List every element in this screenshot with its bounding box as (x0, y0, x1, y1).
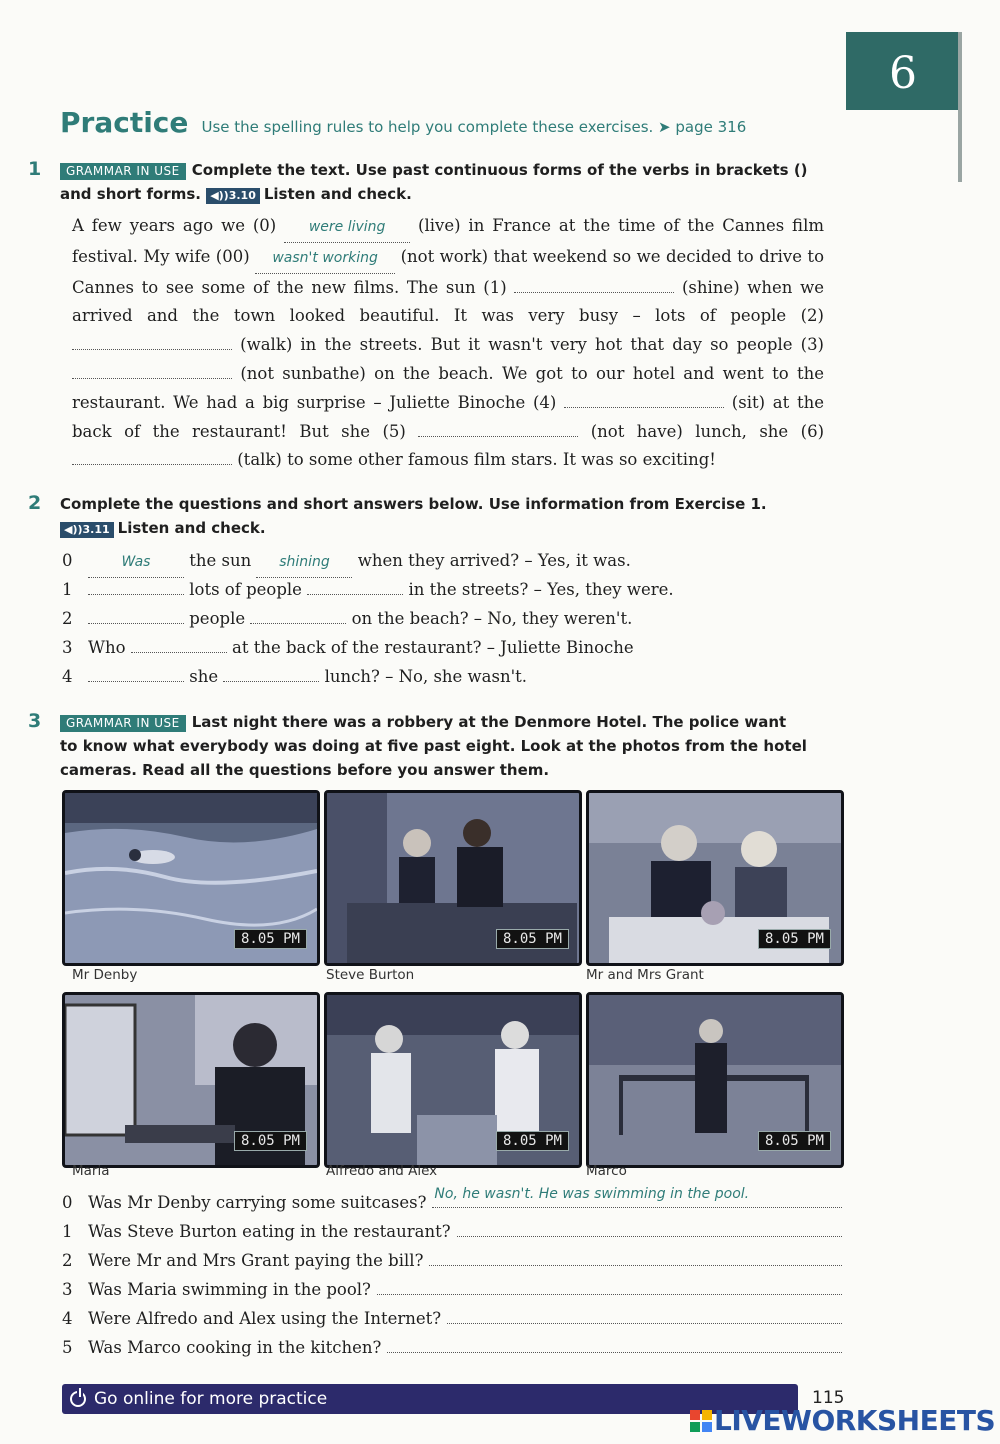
exercise-1-text (72, 212, 824, 475)
answer-text: No, he wasn't. He was swimming in the pool. (434, 1186, 750, 1202)
photo-caption: Mr and Mrs Grant (586, 967, 704, 983)
item-number: 3 (62, 638, 73, 657)
item-number: 3 (62, 1280, 73, 1299)
timestamp-display: 8.05 PM (758, 929, 831, 949)
answer-field[interactable] (447, 1305, 842, 1324)
text-segment: (sit) at the back of the restaurant! But she (5) (72, 392, 824, 441)
question-row (62, 633, 842, 662)
photo-swimming-pool (62, 790, 320, 966)
text-segment: when they arrived? – Yes, it was. (352, 551, 631, 570)
liveworksheets-logo (690, 1404, 995, 1437)
text-segment: (live) in France at the time of the Cannes film festival. My wife (00) (72, 216, 824, 266)
text-segment: (not work) that weekend so we decided to drive to Cannes to see some of the new films. The sun (1) (72, 246, 824, 297)
answer-field[interactable] (307, 594, 403, 595)
photo-caption: Maria (72, 1163, 110, 1179)
answer-field[interactable]: Was (88, 548, 184, 578)
text-segment: lunch? – No, she wasn't. (319, 667, 528, 686)
photo-computer (62, 992, 320, 1168)
exercise-2-questions (62, 546, 842, 691)
exercise-number: 2 (28, 492, 42, 514)
exercise-3-instruction-2: to know what everybody was doing at five past eight. Look at the photos from the hotel (60, 737, 807, 755)
answer-field[interactable] (88, 623, 184, 624)
item-number: 5 (62, 1338, 73, 1357)
exercise-1-instruction: Complete the text. Use past continuous forms of the verbs in brackets () (191, 161, 808, 179)
answer-field-6[interactable] (72, 464, 232, 465)
photo-caption: Alfredo and Alex (326, 1163, 438, 1179)
timestamp-display: 8.05 PM (234, 929, 307, 949)
photo-kitchen (324, 992, 582, 1168)
answer-field[interactable] (432, 1186, 842, 1208)
listen-and-check: Listen and check. (263, 185, 412, 203)
exercise-3-questions (62, 1188, 842, 1362)
question-text: Was Marco cooking in the kitchen? (88, 1338, 382, 1357)
power-icon (70, 1391, 86, 1407)
exercise-1-heading (28, 158, 838, 206)
go-online-banner[interactable] (62, 1384, 798, 1414)
item-number: 1 (62, 580, 73, 599)
photo-restaurant (586, 790, 844, 966)
grammar-in-use-badge: GRAMMAR IN USE (60, 715, 186, 732)
answer-field-0[interactable]: were living (284, 213, 410, 243)
question-row (62, 1275, 842, 1304)
exercise-number: 1 (28, 158, 42, 180)
exercise-number: 3 (28, 710, 42, 732)
answer-field[interactable] (387, 1334, 842, 1353)
text-segment: on the beach? – No, they weren't. (346, 609, 633, 628)
item-number: 4 (62, 667, 73, 686)
text-segment: (not sunbathe) on the beach. We got to our hotel and went to the restaurant. We had a big surprise – Juliette Binoche (4) (72, 363, 824, 412)
page-spine (958, 32, 962, 182)
page-number: 115 (812, 1388, 845, 1408)
timestamp-display: 8.05 PM (234, 1131, 307, 1151)
text-segment: (not have) lunch, she (6) (578, 421, 825, 441)
unit-number-tab: 6 (846, 32, 960, 110)
text-segment: she (184, 667, 224, 686)
question-row (62, 662, 842, 691)
exercise-2-instruction: Complete the questions and short answers below. Use information from Exercise 1. (60, 495, 767, 513)
answer-field-00[interactable]: wasn't working (255, 244, 395, 274)
timestamp-display: 8.05 PM (758, 1131, 831, 1151)
question-row (62, 546, 842, 575)
question-row (62, 1246, 842, 1275)
photo-caption: Marco (586, 1163, 627, 1179)
answer-field-1[interactable] (514, 292, 674, 293)
answer-field[interactable] (250, 623, 346, 624)
exercise-1-instruction-2: and short forms. (60, 185, 201, 203)
timestamp-display: 8.05 PM (496, 1131, 569, 1151)
answer-field-3[interactable] (72, 378, 232, 379)
question-text: Were Mr and Mrs Grant paying the bill? (88, 1251, 424, 1270)
answer-field[interactable] (223, 681, 319, 682)
item-number: 0 (62, 551, 73, 570)
answer-field[interactable] (131, 652, 227, 653)
item-number: 2 (62, 609, 73, 628)
photo-caption: Mr Denby (72, 967, 138, 983)
page-header (60, 106, 820, 139)
text-segment: the sun (184, 551, 257, 570)
page-title: Practice (60, 106, 189, 139)
text-segment: (talk) to some other famous film stars. It was so exciting! (232, 450, 716, 470)
audio-track-icon[interactable]: ◀))3.10 (206, 188, 260, 204)
answer-field[interactable] (88, 681, 184, 682)
answer-field-2[interactable] (72, 349, 232, 350)
question-row (62, 1333, 842, 1362)
audio-track-icon[interactable]: ◀))3.11 (60, 522, 114, 538)
grammar-in-use-badge: GRAMMAR IN USE (60, 163, 186, 180)
question-row (62, 604, 842, 633)
exercise-3-heading (28, 710, 838, 782)
question-text: Was Maria swimming in the pool? (88, 1280, 371, 1299)
listen-and-check: Listen and check. (117, 519, 266, 537)
exercise-3-instruction-3: cameras. Read all the questions before you answer them. (60, 761, 550, 779)
question-row (62, 1304, 842, 1333)
answer-field-4[interactable] (564, 407, 724, 408)
liveworksheets-grid-icon (690, 1410, 712, 1432)
answer-field[interactable] (377, 1276, 842, 1295)
text-segment: at the back of the restaurant? – Juliette Binoche (226, 638, 634, 657)
question-row (62, 575, 842, 604)
answer-field[interactable] (457, 1218, 842, 1237)
item-number: 1 (62, 1222, 73, 1241)
timestamp-display: 8.05 PM (496, 929, 569, 949)
text-segment: (shine) when we arrived and the town looked beautiful. It was very busy – lots of people (2) (72, 277, 824, 326)
text-segment: Who (88, 638, 131, 657)
item-number: 0 (62, 1193, 73, 1212)
question-text: Was Mr Denby carrying some suitcases? (88, 1193, 427, 1212)
item-number: 4 (62, 1309, 73, 1328)
text-segment: people (184, 609, 251, 628)
liveworksheets-wordmark: LIVEWORKSHEETS (714, 1404, 996, 1437)
text-segment: in the streets? – Yes, they were. (403, 580, 674, 599)
photo-reception (324, 790, 582, 966)
answer-field[interactable] (88, 594, 184, 595)
go-online-label: Go online for more practice (94, 1389, 328, 1409)
answer-field-5[interactable] (418, 436, 578, 437)
text-segment: (walk) in the streets. But it wasn't very hot that day so people (3) (232, 335, 824, 355)
photo-lobby (586, 992, 844, 1168)
text-segment: A few years ago we (0) (72, 216, 285, 235)
photo-caption: Steve Burton (326, 967, 415, 983)
exercise-3-instruction: Last night there was a robbery at the Denmore Hotel. The police want (191, 713, 787, 731)
page-instruction: Use the spelling rules to help you complete these exercises. ➤ page 316 (201, 118, 747, 136)
question-text: Was Steve Burton eating in the restaurant? (88, 1222, 451, 1241)
answer-field[interactable] (429, 1247, 842, 1266)
item-number: 2 (62, 1251, 73, 1270)
text-segment: lots of people (184, 580, 308, 599)
exercise-2-heading (28, 492, 838, 540)
question-text: Were Alfredo and Alex using the Internet? (88, 1309, 442, 1328)
question-row (62, 1217, 842, 1246)
question-row (62, 1188, 842, 1217)
answer-field[interactable]: shining (256, 548, 352, 578)
